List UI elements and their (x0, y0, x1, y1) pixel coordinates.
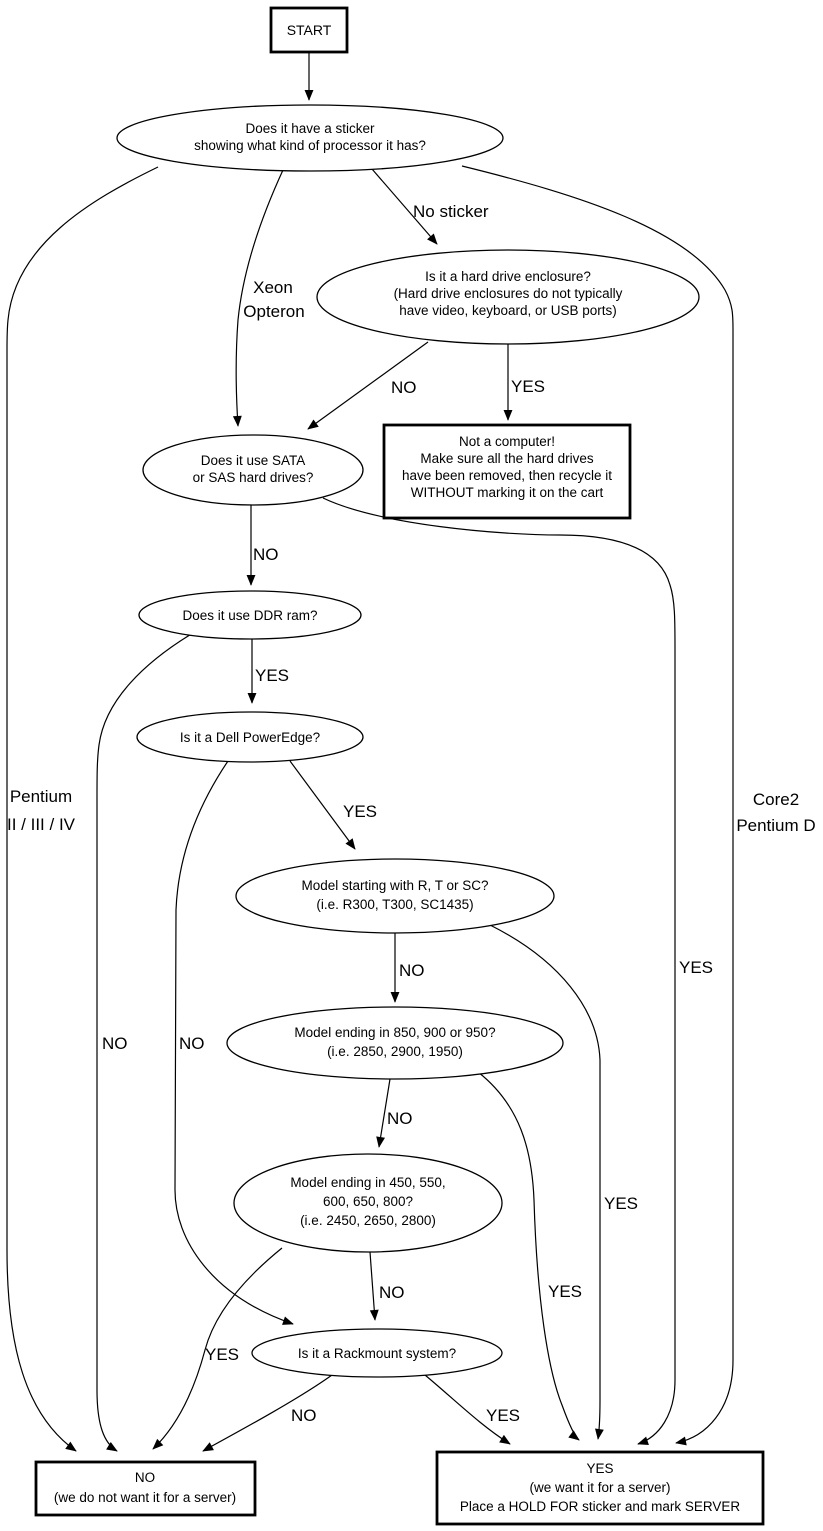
svg-text:Model ending in 450, 550,: Model ending in 450, 550, (290, 1175, 446, 1190)
edge-label-no: NO (179, 1034, 205, 1053)
svg-text:600, 650, 800?: 600, 650, 800? (322, 1194, 414, 1209)
svg-text:(we want it for a server): (we want it for a server) (529, 1480, 671, 1495)
edge-label-yes: YES (205, 1345, 240, 1364)
edge-label-opteron: Opteron (243, 302, 305, 321)
svg-text:Does it use DDR ram?: Does it use DDR ram? (182, 608, 318, 623)
node-sata-question (143, 435, 363, 505)
svg-text:WITHOUT marking it on the cart: WITHOUT marking it on the cart (410, 485, 604, 500)
node-yes-result (437, 1452, 763, 1524)
edge-label-yes: YES (604, 1194, 639, 1213)
node-no-result (36, 1462, 255, 1515)
svg-text:or SAS hard drives?: or SAS hard drives? (192, 470, 314, 485)
svg-text:(i.e. 2450, 2650, 2800): (i.e. 2450, 2650, 2800) (300, 1213, 436, 1228)
svg-text:Is it a Dell PowerEdge?: Is it a Dell PowerEdge? (179, 730, 321, 745)
svg-text:Model ending in 850, 900 or 95: Model ending in 850, 900 or 950? (294, 1025, 496, 1040)
edge-label-xeon: Xeon (253, 278, 293, 297)
edge-label-no-sticker: No sticker (413, 202, 489, 221)
svg-text:Not a computer!: Not a computer! (458, 434, 556, 449)
edge-label-yes: YES (342, 802, 378, 821)
node-model-850-question (227, 1007, 563, 1079)
edge-label-no: NO (102, 1034, 128, 1053)
node-poweredge-question (137, 712, 363, 762)
svg-text:(i.e. R300, T300, SC1435): (i.e. R300, T300, SC1435) (316, 897, 474, 912)
node-sticker-question (117, 105, 503, 171)
svg-text:START: START (286, 22, 332, 38)
svg-text:YES: YES (586, 1461, 614, 1476)
node-model-rtsc-question (236, 859, 554, 933)
node-not-computer (384, 425, 630, 518)
node-ddr-question (139, 591, 361, 639)
svg-text:(i.e. 2850, 2900, 1950): (i.e. 2850, 2900, 1950) (327, 1044, 463, 1059)
edge-label-no: NO (379, 1283, 405, 1302)
node-model-450-question (234, 1154, 502, 1252)
svg-text:have video, keyboard, or USB p: have video, keyboard, or USB ports) (399, 303, 617, 318)
svg-text:Place a HOLD FOR sticker and m: Place a HOLD FOR sticker and mark SERVER (459, 1499, 741, 1514)
edge-label-yes: YES (511, 377, 546, 396)
edge-label-core2: Core2 (752, 790, 800, 809)
svg-text:Model starting with R, T or SC: Model starting with R, T or SC? (301, 878, 489, 893)
svg-text:have been removed, then recycl: have been removed, then recycle it (401, 468, 613, 483)
svg-text:(we do not want it for a serve: (we do not want it for a server) (53, 1490, 237, 1505)
edge-label-yes: YES (486, 1406, 521, 1425)
edge-label-no: NO (391, 378, 417, 397)
edge-label-no: NO (399, 961, 425, 980)
edge-label-yes: YES (548, 1282, 583, 1301)
edge-label-no: NO (387, 1109, 413, 1128)
node-enclosure-question (317, 250, 699, 344)
edge-label-pentium-2: II / III / IV (6, 815, 76, 834)
svg-text:Does it use SATA: Does it use SATA (200, 453, 306, 468)
edge-label-pentium-d: Pentium D (736, 816, 816, 835)
edge-label-yes: YES (679, 958, 714, 977)
svg-text:Is it a hard drive enclosure?: Is it a hard drive enclosure? (425, 269, 591, 284)
svg-text:Does it have a sticker: Does it have a sticker (245, 121, 375, 136)
edge-label-no: NO (291, 1406, 317, 1425)
node-start (271, 8, 347, 52)
edge-label-yes: YES (255, 666, 290, 685)
svg-text:(Hard drive enclosures do not: (Hard drive enclosures do not typically (393, 286, 623, 301)
edge-label-pentium: Pentium (9, 787, 73, 806)
svg-text:Is it a Rackmount system?: Is it a Rackmount system? (297, 1346, 457, 1361)
svg-text:showing what kind of processor: showing what kind of processor it has? (194, 138, 426, 153)
svg-text:NO: NO (134, 1470, 156, 1485)
svg-text:Make sure all the hard drives: Make sure all the hard drives (420, 451, 594, 466)
edge-label-no: NO (253, 545, 279, 564)
node-rackmount-question (252, 1329, 502, 1377)
